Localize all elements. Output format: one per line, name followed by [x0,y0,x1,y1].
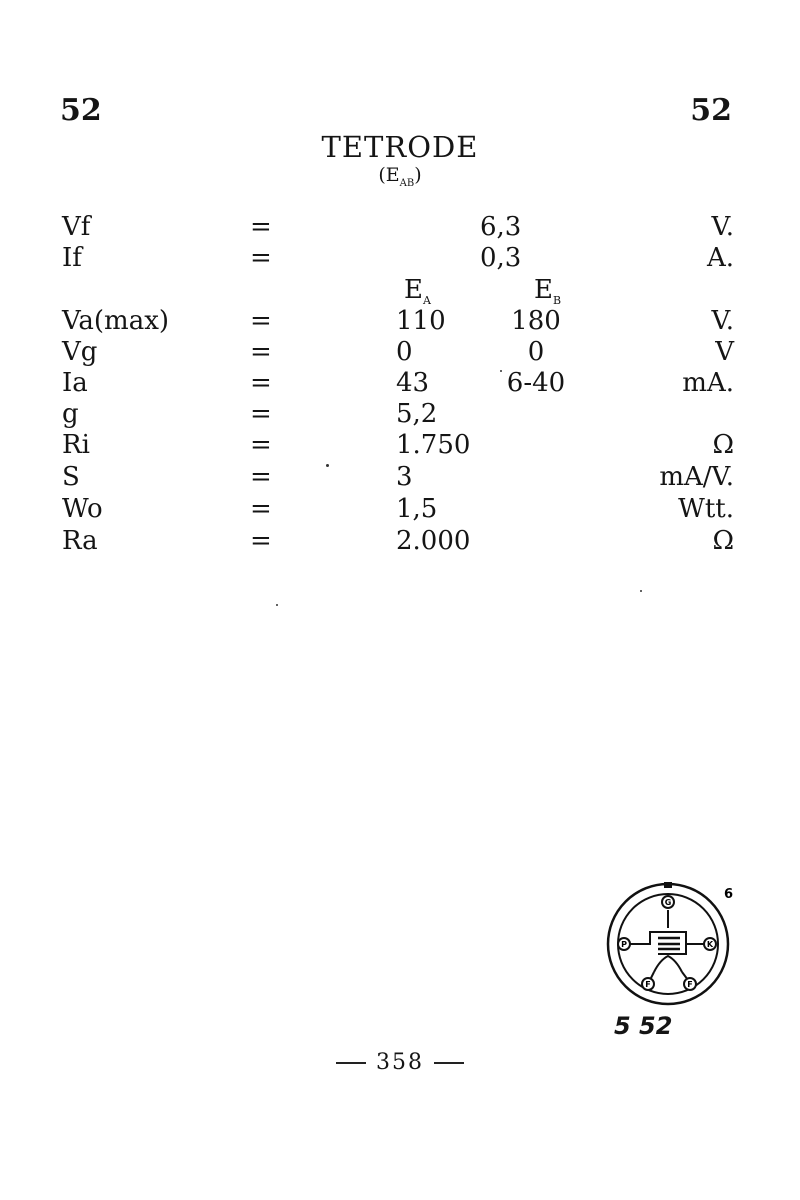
param-unit: mA/V. [659,462,734,492]
scan-speck [326,464,329,467]
param-label: Ra [62,526,98,556]
value-class-a: 1.750 [396,430,471,460]
param-label: If [62,243,82,273]
subtitle-class [0,164,800,189]
value-class-b: 0 [527,337,545,367]
page-number [0,1050,800,1075]
left-dash [336,1062,366,1064]
param-unit: A. [706,243,734,273]
pin-f1-label: F [645,980,651,989]
equals-sign: = [250,430,272,460]
scan-speck [276,604,278,606]
tube-socket-diagram [600,876,736,1012]
param-label: Ri [62,430,90,460]
pin-g-label: G [664,898,672,907]
spec-row [0,430,800,462]
param-label: Vg [62,337,98,367]
param-unit: V [715,337,734,367]
page-title: TETRODE [321,130,479,164]
class-a-header [404,275,431,307]
equals-sign: = [250,526,272,556]
param-value: 0,3 [480,243,522,273]
socket-corner-mark: 6 [724,887,734,902]
param-label: S [62,462,80,492]
class-b-sub: B [552,294,562,308]
param-value: 6,3 [480,212,522,242]
subtitle-subscript: AB [399,177,415,189]
class-b-main: E [534,275,553,305]
pin-k-label: K [706,940,714,949]
equals-sign: = [250,368,272,398]
param-unit: Ω [712,526,734,556]
value-class-a: 110 [396,306,446,336]
spec-row-if [0,243,800,275]
value-class-b: 6-40 [506,368,566,398]
spec-row [0,462,800,494]
spec-row [0,399,800,431]
tube-electrodes-symbol [630,910,708,980]
param-label: Vf [62,212,91,242]
spec-row [0,368,800,400]
socket-label: 5 52 [614,1012,673,1040]
right-dash [434,1062,464,1064]
value-class-a: 5,2 [396,399,438,429]
spec-row [0,337,800,369]
value-class-a: 0 [396,337,413,367]
spec-row-vf [0,212,800,244]
class-b-header [534,275,561,307]
scan-speck [640,590,642,592]
param-unit: V. [711,212,734,242]
equals-sign: = [250,494,272,524]
equals-sign: = [250,462,272,492]
value-class-a: 3 [396,462,413,492]
equals-sign: = [250,243,272,273]
page-number-text: 358 [376,1050,424,1075]
param-unit: V. [711,306,734,336]
param-unit: Wtt. [678,494,734,524]
subtitle-close: ) [414,164,422,186]
equals-sign: = [250,212,272,242]
equals-sign: = [250,399,272,429]
scan-speck [500,370,502,372]
spec-row [0,526,800,558]
value-class-a: 1,5 [396,494,438,524]
value-class-a: 2.000 [396,526,471,556]
param-label: Va(max) [62,306,169,336]
value-class-a: 43 [396,368,430,398]
socket-key [664,882,672,888]
value-class-b: 180 [511,306,561,336]
tube-number-right: 52 [690,93,732,128]
param-label: Wo [62,494,103,524]
equals-sign: = [250,337,272,367]
param-unit: Ω [712,430,734,460]
param-unit: mA. [682,368,734,398]
spec-row [0,306,800,338]
equals-sign: = [250,306,272,336]
subtitle-open: (E [378,164,400,186]
pin-f2-label: F [687,980,693,989]
class-a-main: E [404,275,423,305]
spec-row [0,494,800,526]
param-label: g [62,399,79,429]
param-label: Ia [62,368,88,398]
class-a-sub: A [422,294,431,308]
tube-number-left: 52 [60,93,102,128]
pin-p-label: P [621,940,627,949]
